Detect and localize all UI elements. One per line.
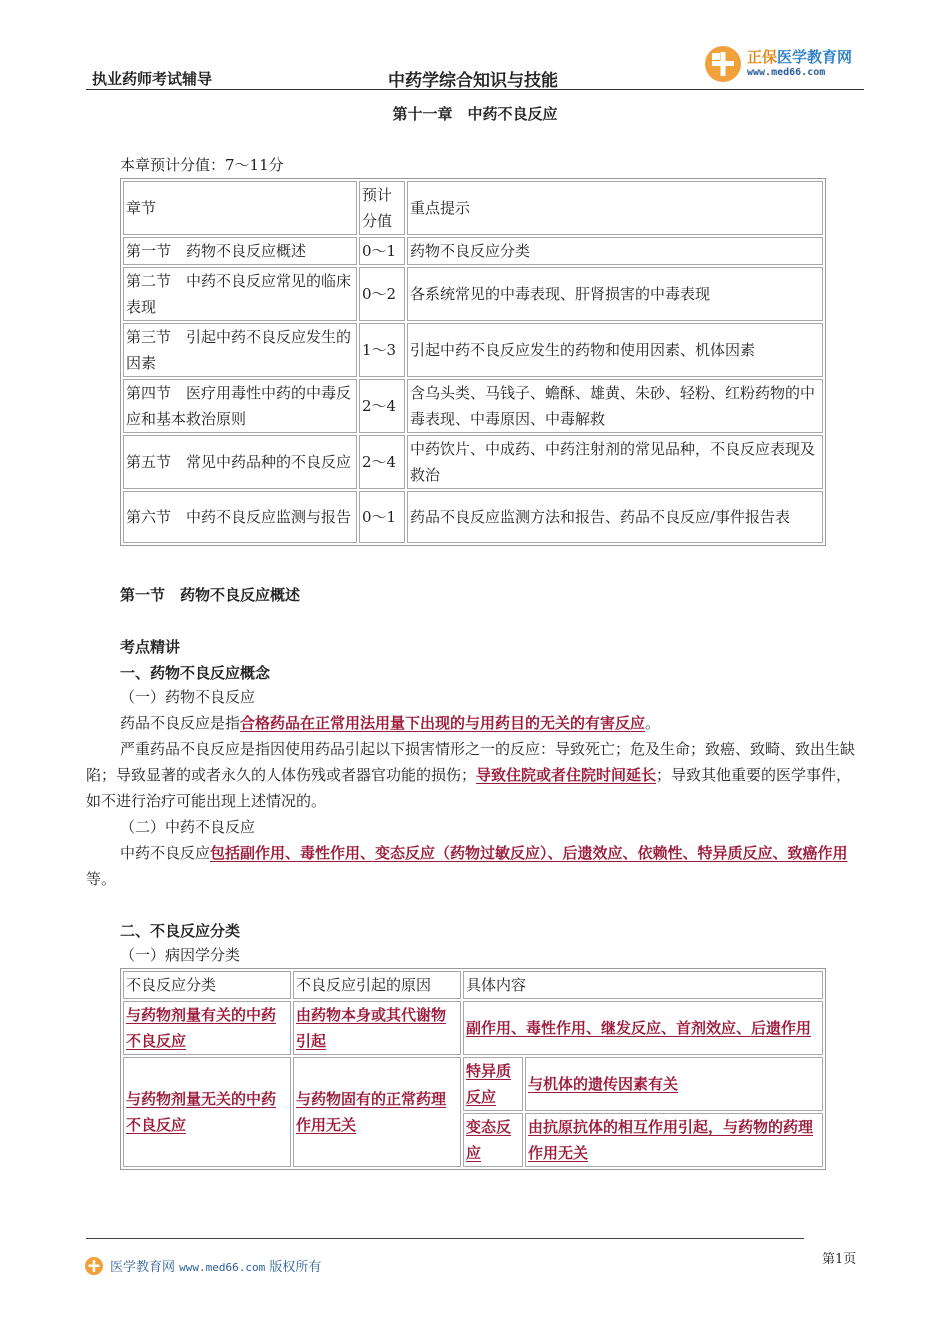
table-cell: 药品不良反应监测方法和报告、药品不良反应/事件报告表 (407, 491, 823, 543)
heading-concept: 一、药物不良反应概念 (120, 664, 271, 682)
highlight-text: 包括副作用、毒性作用、变态反应（药物过敏反应）、后遗效应、依赖性、特异质反应、致癌作用 (210, 844, 848, 862)
med66-logo (703, 44, 863, 84)
footer-url: www.med66.com (179, 1261, 266, 1274)
table-cell: 第六节 中药不良反应监测与报告 (123, 491, 357, 543)
text-span: 中药不良反应 (120, 844, 211, 862)
highlight-text: 导致住院或者住院时间延长 (476, 766, 657, 784)
table-header-cell: 重点提示 (407, 181, 823, 235)
header-center-title: 中药学综合知识与技能 (388, 71, 558, 91)
table-cell (293, 1001, 461, 1055)
table-cell: 药物不良反应分类 (407, 237, 823, 265)
table-row (123, 267, 823, 321)
table-cell: 含乌头类、马钱子、蟾酥、雄黄、朱砂、轻粉、红粉药物的中毒表现、中毒原因、中毒解救 (407, 379, 823, 433)
subheading-tcm-adr: （二）中药不良反应 (120, 818, 256, 836)
heading-classification: 二、不良反应分类 (120, 922, 241, 940)
table-cell: 0～2 (359, 267, 405, 321)
highlight-text: 合格药品在正常用法用量下出现的与用药目的无关的有害反应 (240, 714, 646, 732)
text-span: 药品不良反应是指 (120, 714, 241, 732)
text-span: 等。 (86, 870, 117, 888)
logo-brand-b: 医学教育网 (777, 48, 853, 66)
table-cell: 第一节 药物不良反应概述 (123, 237, 357, 265)
footer-copyright (110, 1256, 321, 1275)
highlight-text: 副作用、毒性作用、继发反应、首剂效应、后遗作用 (466, 1019, 812, 1037)
table-row (123, 237, 823, 265)
table-cell: 第四节 医疗用毒性中药的中毒反应和基本救治原则 (123, 379, 357, 433)
chapter-title: 第十一章 中药不良反应 (392, 105, 558, 123)
table-cell: 第二节 中药不良反应常见的临床表现 (123, 267, 357, 321)
table-cell (123, 1057, 291, 1167)
highlight-text: 特异质反应 (466, 1062, 512, 1106)
table-cell: 0～1 (359, 237, 405, 265)
text-span: ；导致其他重要的医学事件，如不进行治疗可能出现上述情况的。 (86, 766, 852, 810)
page-number: 第1页 (822, 1252, 857, 1267)
table-row (123, 379, 823, 433)
table-row (123, 435, 823, 489)
footer-rule (86, 1238, 804, 1239)
logo-brand (747, 46, 852, 67)
logo-url: www.med66.com (747, 67, 826, 78)
kaodian-heading: 考点精讲 (120, 638, 181, 656)
subheading-adr: （一）药物不良反应 (120, 688, 256, 706)
highlight-text: 变态反应 (466, 1118, 512, 1162)
highlight-text: 与药物剂量无关的中药不良反应 (126, 1090, 277, 1134)
subheading-etiology: （一）病因学分类 (120, 946, 241, 964)
highlight-text: 与药物固有的正常药理作用无关 (296, 1090, 447, 1134)
table-cell: 各系统常见的中毒表现、肝肾损害的中毒表现 (407, 267, 823, 321)
table-header-cell: 预计分值 (359, 181, 405, 235)
med66-logo-icon (703, 44, 743, 84)
classification-table (120, 968, 826, 1170)
paragraph-serious-adr (86, 736, 866, 814)
table-header-cell: 不良反应分类 (123, 971, 291, 999)
table-cell: 2～4 (359, 435, 405, 489)
paragraph-tcm-adr (86, 840, 866, 892)
table-cell (525, 1113, 823, 1167)
table-cell: 中药饮片、中成药、中药注射剂的常见品种，不良反应表现及救治 (407, 435, 823, 489)
table-cell (463, 1057, 523, 1111)
table-header-cell: 具体内容 (463, 971, 823, 999)
table-row (123, 1057, 823, 1111)
score-note: 本章预计分值：7～11分 (120, 156, 284, 174)
header-rule (86, 89, 864, 90)
highlight-text: 由药物本身或其代谢物引起 (296, 1006, 447, 1050)
logo-brand-a: 正保 (747, 48, 778, 66)
table-row (123, 491, 823, 543)
table-cell: 引起中药不良反应发生的药物和使用因素、机体因素 (407, 323, 823, 377)
table-cell: 第三节 引起中药不良反应发生的因素 (123, 323, 357, 377)
table-header-row (123, 971, 823, 999)
footer-rights: 版权所有 (269, 1260, 322, 1275)
table-cell (525, 1057, 823, 1111)
table-header-row (123, 181, 823, 235)
table-row (123, 323, 823, 377)
table-cell: 第五节 常见中药品种的不良反应 (123, 435, 357, 489)
chapter-overview-table (120, 178, 826, 546)
table-header-cell: 章节 (123, 181, 357, 235)
paragraph-adr-definition (120, 710, 866, 736)
text-span: 。 (645, 714, 661, 732)
footer-logo-icon (84, 1256, 104, 1276)
table-row (123, 1001, 823, 1055)
table-cell: 1～3 (359, 323, 405, 377)
section-title: 第一节 药物不良反应概述 (120, 586, 301, 604)
highlight-text: 与机体的遗传因素有关 (528, 1075, 679, 1093)
footer-site: 医学教育网 (110, 1260, 176, 1275)
table-cell: 0～1 (359, 491, 405, 543)
table-cell (293, 1057, 461, 1167)
highlight-text: 由抗原抗体的相互作用引起，与药物的药理作用无关 (528, 1118, 814, 1162)
table-header-cell: 不良反应引起的原因 (293, 971, 461, 999)
table-cell (463, 1001, 823, 1055)
table-cell (123, 1001, 291, 1055)
table-cell: 2～4 (359, 379, 405, 433)
header-left-title: 执业药师考试辅导 (92, 70, 213, 88)
text-span: 严重药品不良反应是指因使用药品引起以下损害情形之一的反应：导致死亡；危及生命；致癌、致畸、致出生缺陷；导致显著的或者永久的人体伤残或者器官功能的损伤； (86, 740, 856, 784)
table-cell (463, 1113, 523, 1167)
highlight-text: 与药物剂量有关的中药不良反应 (126, 1006, 277, 1050)
